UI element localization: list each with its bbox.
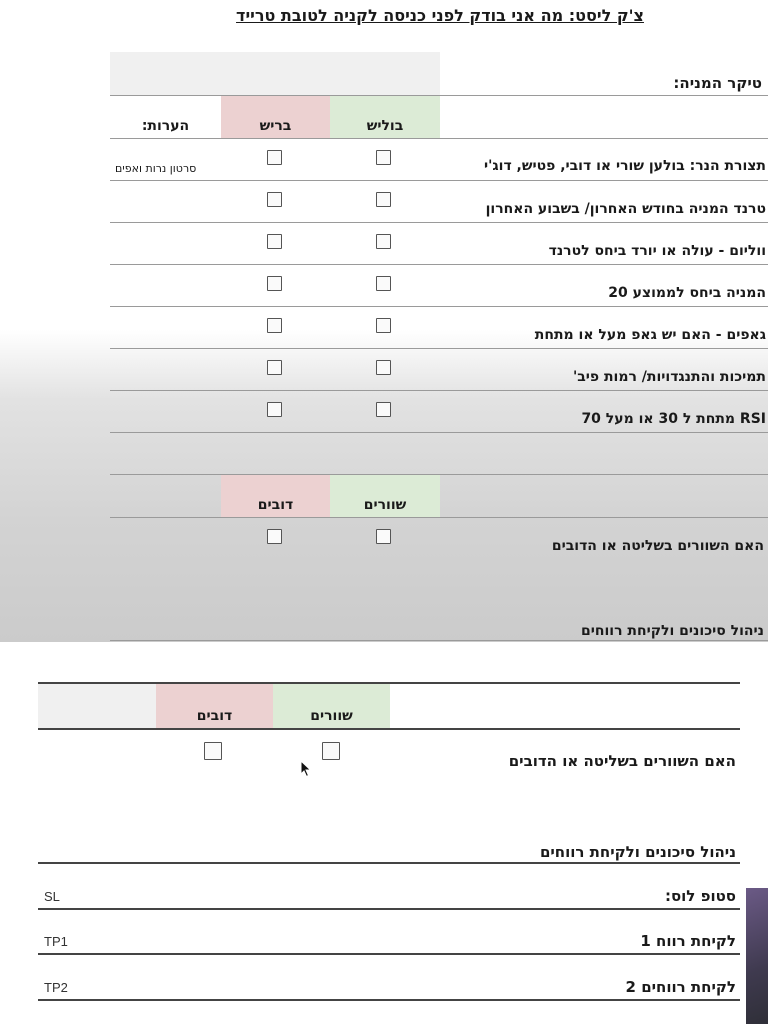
stop-loss-label: סטופ לוס: [664, 887, 736, 905]
bearish-checkbox-icon[interactable] [267, 234, 282, 249]
bulls-checkbox-icon[interactable] [322, 742, 340, 760]
ticker-input-area[interactable] [110, 52, 440, 95]
ticker-label: טיקר המניה: [673, 74, 762, 92]
bearish-checkbox-icon[interactable] [267, 318, 282, 333]
bearish-checkbox-icon[interactable] [267, 360, 282, 375]
bearish-checkbox-icon[interactable] [267, 402, 282, 417]
header-cell [38, 684, 156, 728]
row-label: RSI מתחת ל 30 או מעל 70 [581, 411, 766, 427]
bearish-column-header: בריש [221, 96, 330, 138]
sentiment-question: האם השוורים בשליטה או הדובים [551, 538, 764, 554]
divider [38, 999, 740, 1001]
take-profit-2-code[interactable]: TP2 [44, 980, 68, 995]
divider [110, 222, 768, 223]
bullish-checkbox-icon[interactable] [376, 192, 391, 207]
video-overlay-edge [746, 888, 768, 1024]
bullish-checkbox-icon[interactable] [376, 360, 391, 375]
row-label: תצורת הנר: בולען שורי או דובי, פטיש, דוג'י [483, 158, 766, 174]
divider [110, 432, 768, 433]
divider [38, 908, 740, 910]
divider [110, 348, 768, 349]
mouse-cursor-icon [300, 760, 312, 778]
bulls-column-header: שוורים [330, 475, 440, 517]
sentiment-question: האם השוורים בשליטה או הדובים [508, 752, 736, 770]
bullish-column-header: בוליש [330, 96, 440, 138]
bulls-checkbox-icon[interactable] [376, 529, 391, 544]
row-label: תמיכות והתנגדויות/ רמות פיב' [572, 369, 766, 385]
bears-checkbox-icon[interactable] [267, 529, 282, 544]
stop-loss-code[interactable]: SL [44, 889, 60, 904]
divider [38, 728, 740, 730]
bearish-checkbox-icon[interactable] [267, 150, 282, 165]
divider [110, 517, 768, 518]
row-label: ווליום - עולה או יורד ביחס לטרנד [548, 243, 766, 259]
page-title: צ'ק ליסט: מה אני בודק לפני כניסה לקניה לטובת טרייד [236, 6, 644, 25]
bearish-checkbox-icon[interactable] [267, 192, 282, 207]
row-label: גאפים - האם יש גאפ מעל או מתחת [534, 327, 766, 343]
notes-column-header: הערות: [141, 118, 190, 134]
bulls-column-header: שוורים [273, 684, 390, 728]
divider [110, 138, 768, 139]
divider [38, 862, 740, 864]
bearish-checkbox-icon[interactable] [267, 276, 282, 291]
bullish-checkbox-icon[interactable] [376, 318, 391, 333]
divider [110, 264, 768, 265]
row-label: המניה ביחס לממוצע 20 [608, 285, 766, 301]
divider [110, 640, 768, 641]
bullish-checkbox-icon[interactable] [376, 276, 391, 291]
bullish-checkbox-icon[interactable] [376, 150, 391, 165]
bears-column-header: דובים [221, 475, 330, 517]
take-profit-1-code[interactable]: TP1 [44, 934, 68, 949]
bears-checkbox-icon[interactable] [204, 742, 222, 760]
header-cell [390, 684, 740, 728]
row-note: סרטון נרות ואפים [115, 162, 197, 175]
bullish-checkbox-icon[interactable] [376, 402, 391, 417]
risk-section-title: ניהול סיכונים ולקיחת רווחים [539, 843, 736, 861]
take-profit-1-label: לקיחת רווח 1 [640, 932, 736, 950]
bears-column-header: דובים [156, 684, 273, 728]
bullish-checkbox-icon[interactable] [376, 234, 391, 249]
row-label: טרנד המניה בחודש האחרון/ בשבוע האחרון [485, 201, 766, 217]
divider [110, 180, 768, 181]
risk-section-title: ניהול סיכונים ולקיחת רווחים [581, 623, 764, 639]
divider [38, 953, 740, 955]
take-profit-2-label: לקיחת רווחים 2 [625, 978, 736, 996]
divider [110, 390, 768, 391]
divider [110, 306, 768, 307]
